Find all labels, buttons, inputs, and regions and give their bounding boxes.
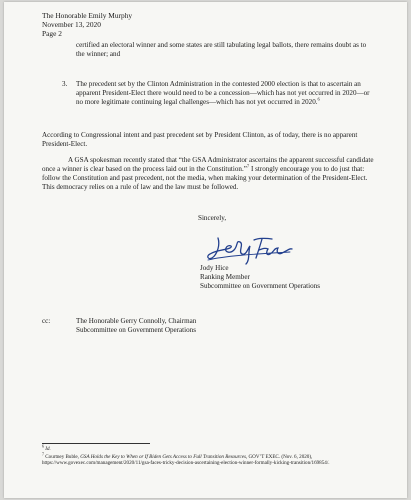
paragraph-2-text-a: A GSA spokesman recently stated that “the GSA Administrator ascertains the apparent successful candidate once a winner is clear based on the process laid out in the Constitution.” <box>42 156 374 173</box>
salutation: Sincerely, <box>198 214 227 222</box>
list-item-3 <box>76 80 376 107</box>
signature-image <box>204 230 294 266</box>
paragraph-gsa <box>42 156 378 192</box>
footnote-6-number: 6 <box>42 443 44 449</box>
signer-subcommittee: Subcommittee on Government Operations <box>200 282 320 291</box>
paragraph-no-president-elect <box>42 131 378 149</box>
addressee: The Honorable Emily Murphy <box>42 11 133 20</box>
footnote-7-author: Courtney Buble, <box>45 454 81 460</box>
letter-header <box>42 11 132 39</box>
footnote-7 <box>42 451 387 467</box>
footnote-ref-7: 7 <box>246 163 250 169</box>
footnote-ref-6: 6 <box>317 96 320 102</box>
continued-list-item: certified an electoral winner and some states are still tabulating legal ballots, there remains doubt as to the winner; and <box>76 41 367 58</box>
paragraph-1-text: According to Congressional intent and past precedent set by President Clinton, as of today, there is no apparent President-Elect. <box>42 131 358 148</box>
list-item-3-text: The precedent set by the Clinton Administration in the contested 2000 election is that to ascertain an apparent President-Elect there would need to be a concession—which has not yet occurred in 2020—or no more legitimate continuing legal challenges—which has not yet occurred in 2020. <box>76 80 370 106</box>
paragraph-2-text-b: I strongly encourage you to do just that: follow the Constitution and past precedent, not the media, when making your determination of the President-Elect. This democracy relies on a rule of law and the law must be followed. <box>42 165 368 191</box>
signature-block <box>200 264 320 292</box>
page-number: Page 2 <box>42 29 62 39</box>
list-item-number: 3. <box>62 80 68 88</box>
footnote-7-title: GSA Holds the Key to When or If Biden Gets Access to Full Transition Resources <box>80 454 246 460</box>
footnote-divider <box>42 443 150 444</box>
letter-page <box>4 2 407 498</box>
cc-recipient <box>76 317 196 335</box>
footnote-6 <box>42 443 387 452</box>
letter-date: November 13, 2020 <box>42 20 101 30</box>
signer-title: Ranking Member <box>200 273 250 282</box>
signer-name: Jody Hice <box>200 264 229 272</box>
cc-line-2: Subcommittee on Government Operations <box>76 326 196 335</box>
cc-line-1: The Honorable Gerry Connolly, Chairman <box>76 317 197 325</box>
footnote-7-citation: , GOV’T EXEC. (Nov. 6, 2020), https://www.govexec.com/management/2020/11/gsa-faces-tricky-decision-ascertaining-election-winner-formally-kicking-transition/169854/. <box>42 454 330 467</box>
footnote-7-number: 7 <box>42 451 44 457</box>
footnote-6-text: Id. <box>45 446 51 452</box>
cc-label: cc: <box>42 317 51 325</box>
